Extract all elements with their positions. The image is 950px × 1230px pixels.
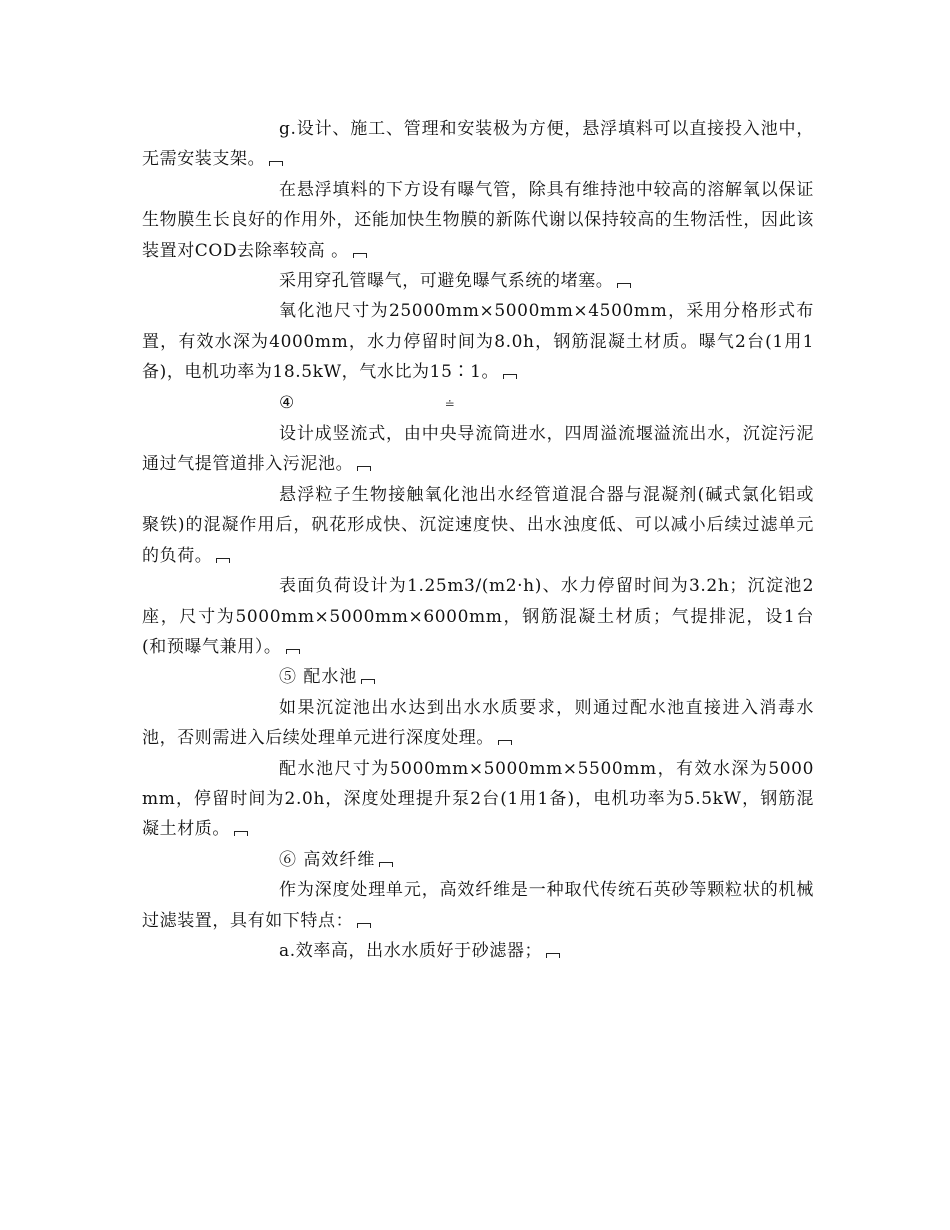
paragraph-text: 在悬浮填料的下方设有曝气管，除具有维持池中较高的溶解氧以保证生物膜生长良好的作用外，还能加快生物膜的新陈代谢以保持较高的生物活性，因此该装置对COD去除率较高 。 bbox=[142, 179, 814, 261]
paragraph-text: 作为深度处理单元，高效纤维是一种取代传统石英砂等颗粒状的机械过滤装置，具有如下特点： bbox=[142, 880, 814, 931]
paragraph-text: 悬浮粒子生物接触氧化池出水经管道混合器与混凝剂(碱式氯化铝或聚铁)的混凝作用后，矾花形成快、沉淀速度快、出水浊度低、可以减小后续过滤单元的负荷。 bbox=[142, 484, 814, 566]
paragraph-perforated-aeration bbox=[142, 266, 814, 296]
paragraph-text: 配水池尺寸为5000mm×5000mm×5500mm，有效水深为5000mm，停留时间为2.0h，深度处理提升泵2台(1用1备)，电机功率为5.5kW，钢筋混凝土材质。 bbox=[142, 758, 814, 840]
paragraph-vertical-flow-design bbox=[142, 419, 814, 480]
paragraph-text: 氧化池尺寸为25000mm×5000mm×4500mm，采用分格形式布置，有效水深为4000mm，水力停留时间为8.0h，钢筋混凝土材质。曝气2台(1用1备)，电机功率为18.5kW，气水比为15∶1。 bbox=[142, 301, 814, 383]
paragraph-mark-icon bbox=[269, 161, 283, 166]
paragraph-text: 表面负荷设计为1.25m3/(m2·h)、水力停留时间为3.2h；沉淀池2座，尺寸为5000mm×5000mm×6000mm，钢筋混凝土材质；气提排泥，设1台(和预曝气兼用）。 bbox=[142, 576, 814, 657]
section-heading-5 bbox=[142, 662, 814, 692]
section-heading-6 bbox=[142, 845, 814, 875]
paragraph-text: g.设计、施工、管理和安装极为方便，悬浮填料可以直接投入池中，无需安装支架。 bbox=[142, 119, 814, 170]
paragraph-mark-icon bbox=[357, 923, 371, 928]
paragraph-aeration-pipe bbox=[142, 175, 814, 266]
paragraph-distribution-tank-specs bbox=[142, 754, 814, 845]
paragraph-text: 采用穿孔管曝气，可避免曝气系统的堵塞。 bbox=[279, 271, 614, 292]
paragraph-mark-icon bbox=[617, 283, 631, 288]
paragraph-mark-icon bbox=[546, 953, 560, 958]
paragraph-distribution-tank bbox=[142, 693, 814, 754]
heading-glyph: ≐ bbox=[444, 396, 456, 411]
paragraph-mark-icon bbox=[216, 558, 230, 563]
paragraph-text: 如果沉淀池出水达到出水水质要求，则通过配水池直接进入消毒水池，否则需进入后续处理单元进行深度处理。 bbox=[142, 697, 814, 749]
paragraph-mark-icon bbox=[353, 253, 367, 258]
paragraph-oxidation-tank-specs bbox=[142, 296, 814, 387]
section-title: ⑥ 高效纤维 bbox=[279, 849, 376, 870]
paragraph-mark-icon bbox=[498, 740, 512, 745]
paragraph-mark-icon bbox=[286, 649, 300, 654]
paragraph-text: 设计成竖流式，由中央导流筒进水，四周溢流堰溢流出水，沉淀污泥通过气提管道排入污泥池。 bbox=[142, 424, 814, 475]
section-title: ⑤ 配水池 bbox=[279, 667, 358, 688]
paragraph-mark-icon bbox=[379, 862, 393, 867]
paragraph-text: a.效率高，出水水质好于砂滤器； bbox=[279, 940, 543, 961]
document-body bbox=[142, 114, 814, 966]
paragraph-fiber-filter-intro bbox=[142, 875, 814, 936]
paragraph-mark-icon bbox=[361, 679, 375, 684]
paragraph-mark-icon bbox=[357, 466, 371, 471]
paragraph-feature-a bbox=[142, 936, 814, 966]
section-heading-4 bbox=[142, 388, 814, 419]
paragraph-design-convenience bbox=[142, 114, 814, 175]
paragraph-mark-icon bbox=[503, 374, 517, 379]
paragraph-sedimentation-specs bbox=[142, 571, 814, 662]
paragraph-coagulation bbox=[142, 480, 814, 571]
paragraph-mark-icon bbox=[234, 831, 248, 836]
section-number: ④ bbox=[279, 392, 302, 413]
